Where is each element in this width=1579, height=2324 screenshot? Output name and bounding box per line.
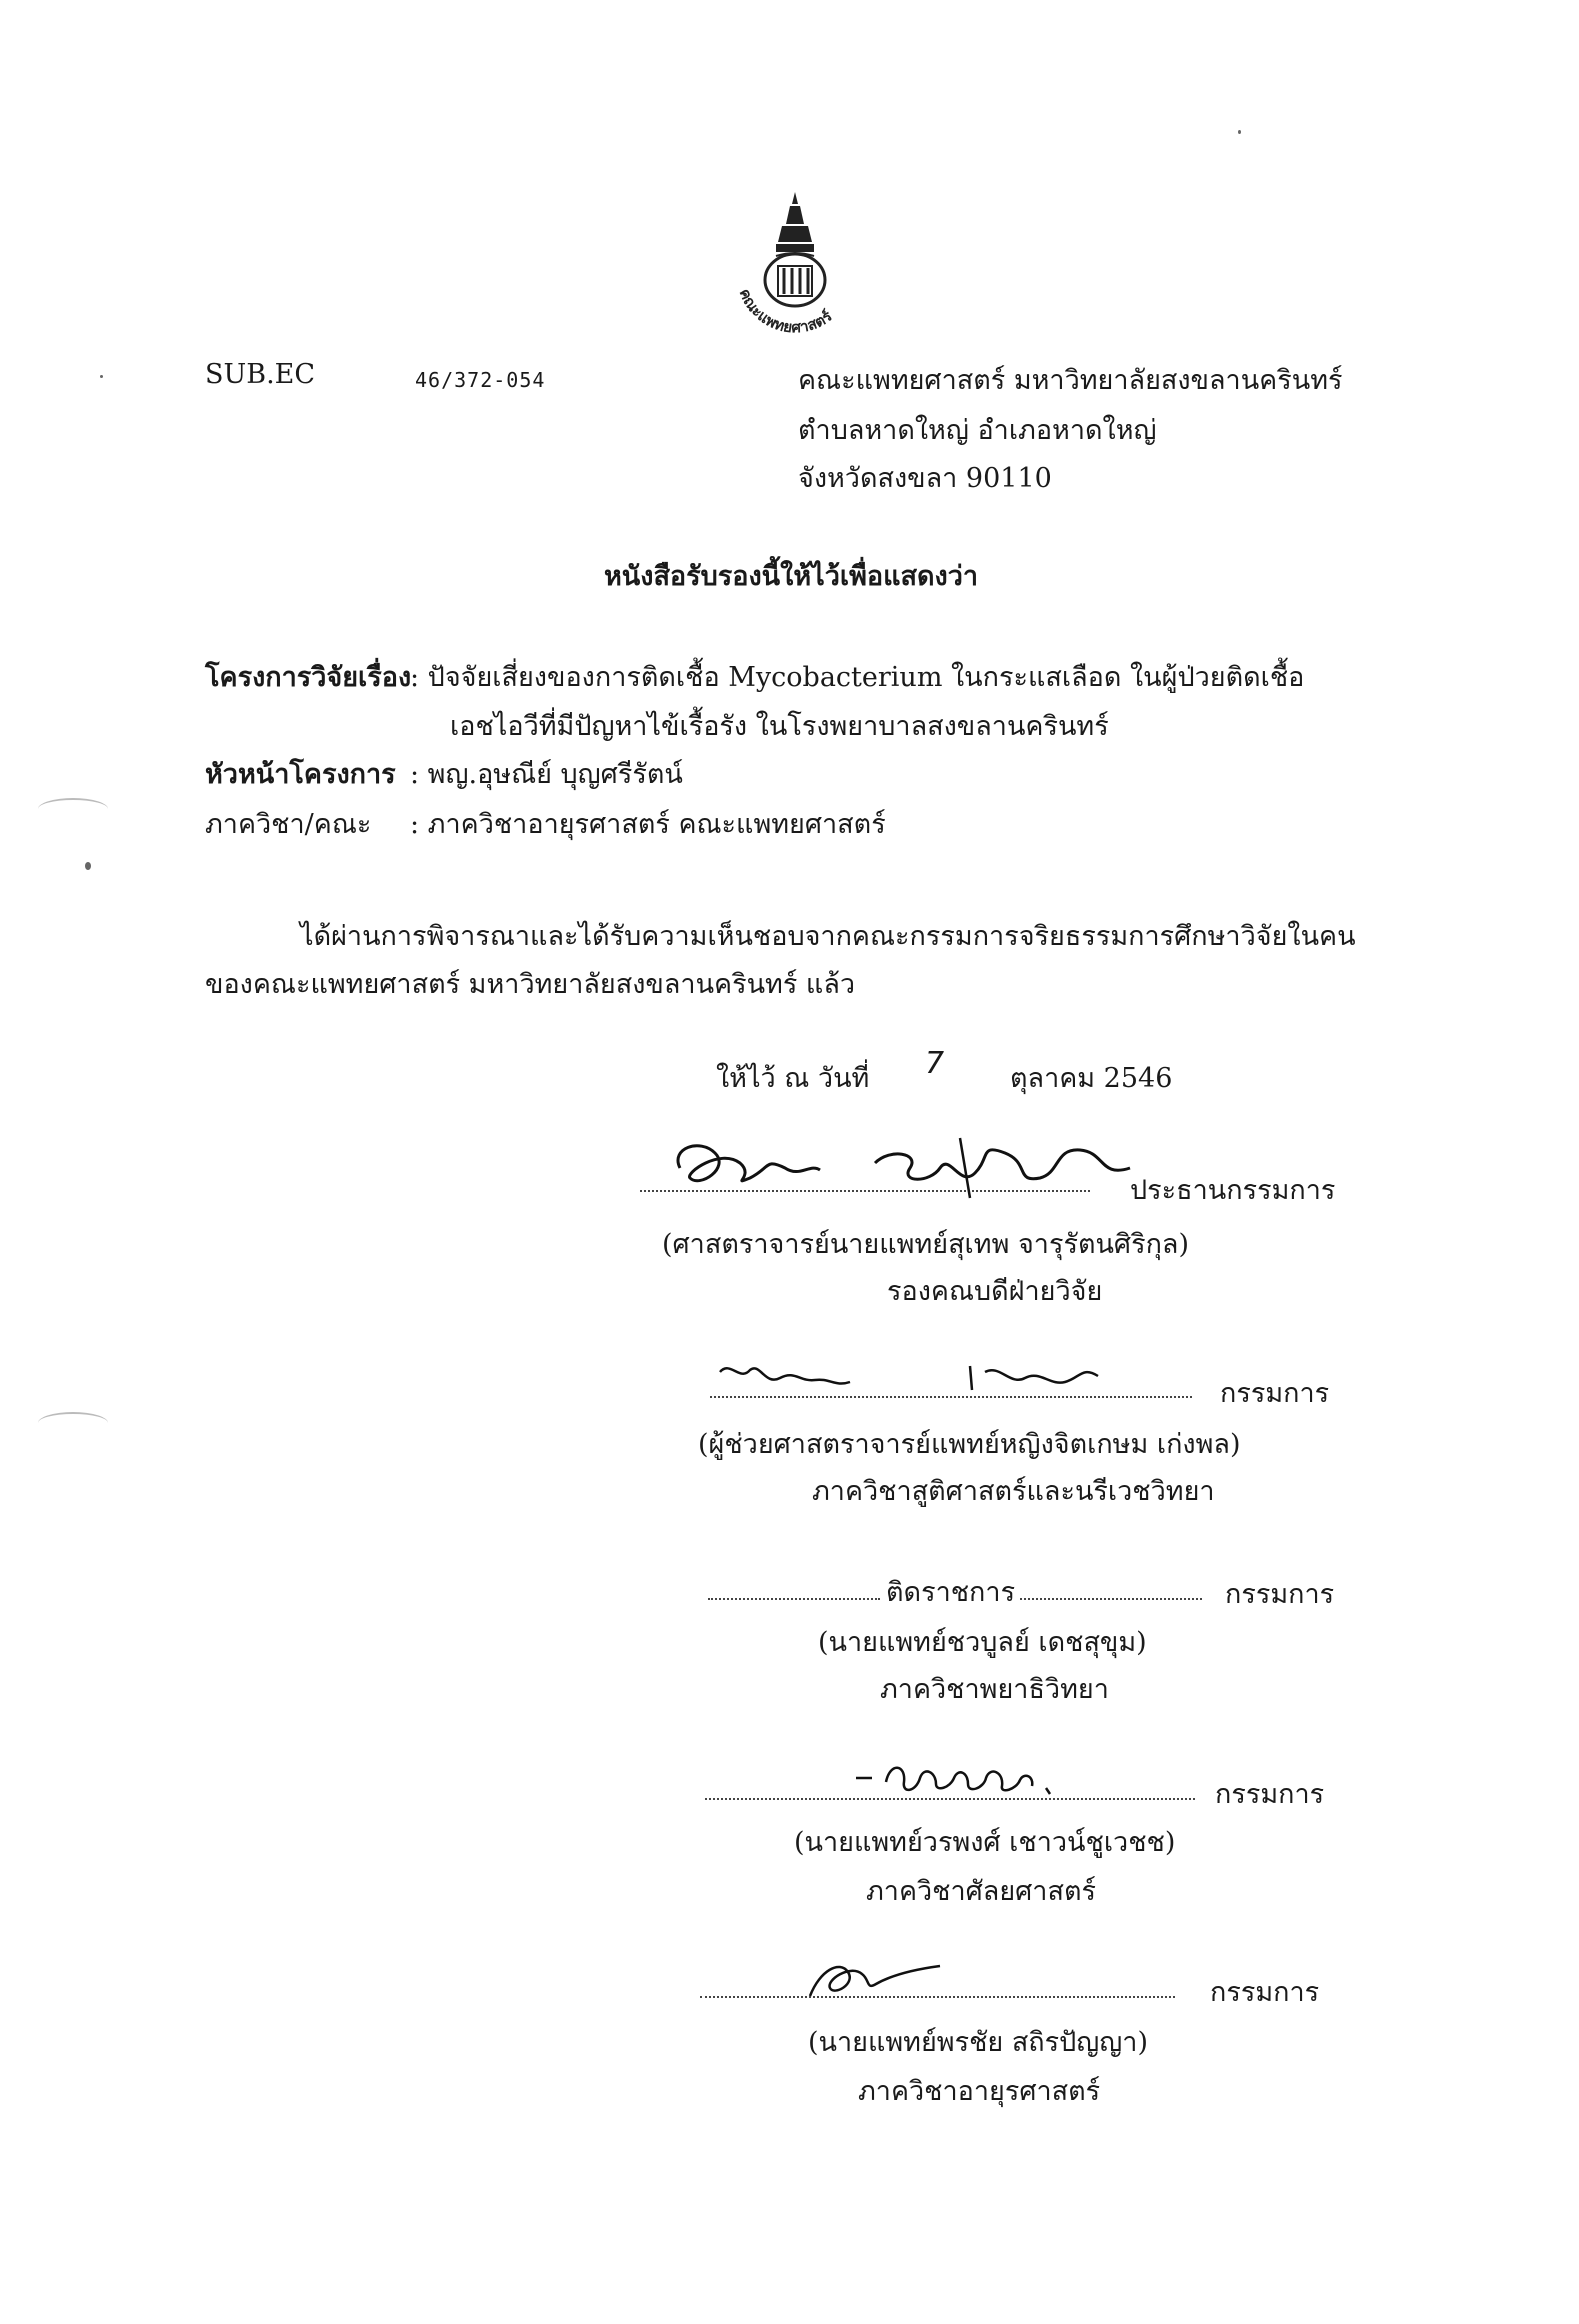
- seal-text: คณะแพทยศาสตร์: [735, 286, 836, 337]
- scan-speck: [85, 862, 91, 870]
- signatory-department: ภาควิชาศัลยศาสตร์: [866, 1876, 1096, 1907]
- project-title-line-2: เอชไอวีที่มีปัญหาไข้เรื้อรัง ในโรงพยาบาลสงขลานครินทร์: [450, 711, 1109, 742]
- signature-mark: [660, 1128, 1160, 1208]
- signatory-department: รองคณบดีฝ่ายวิจัย: [887, 1276, 1103, 1307]
- certificate-heading: หนังสือรับรองนี้ให้ไว้เพื่อแสดงว่า: [604, 561, 979, 592]
- faculty-seal-icon: [720, 190, 870, 350]
- address-line-1: คณะแพทยศาสตร์ มหาวิทยาลัยสงขลานครินทร์: [798, 365, 1343, 396]
- punch-hole-mark: [38, 798, 108, 820]
- signatory-name: (นายแพทย์วรพงศ์ เชาวน์ชูเวชช): [794, 1827, 1176, 1858]
- signatory-name: (นายแพทย์ชวบูลย์ เดชสุขุม): [818, 1627, 1147, 1658]
- signatory-department: ภาควิชาพยาธิวิทยา: [880, 1674, 1109, 1705]
- signatory-role: กรรมการ: [1215, 1779, 1325, 1810]
- project-head-value: : พญ.อุษณีย์ บุญศรีรัตน์: [410, 759, 683, 790]
- address-line-3: จังหวัดสงขลา 90110: [798, 463, 1052, 494]
- body-line-1: ได้ผ่านการพิจารณาและได้รับความเห็นชอบจากคณะกรรมการจริยธรรมการศึกษาวิจัยในคน: [300, 921, 1356, 952]
- signatory-name: (ผู้ช่วยศาสตราจารย์แพทย์หญิงจิตเกษม เก่งพล): [698, 1429, 1241, 1460]
- signature-line: [1020, 1598, 1202, 1600]
- reference-code: SUB.EC: [205, 359, 316, 390]
- signatory-department: ภาควิชาอายุรศาสตร์: [858, 2076, 1101, 2107]
- signature-mark: [850, 1752, 1070, 1802]
- scan-speck: [1238, 130, 1241, 134]
- body-line-2: ของคณะแพทยศาสตร์ มหาวิทยาลัยสงขลานครินทร์ แล้ว: [205, 969, 856, 1000]
- address-line-2: ตำบลหาดใหญ่ อำเภอหาดใหญ่: [798, 415, 1157, 446]
- signatory-role: กรรมการ: [1210, 1977, 1320, 2008]
- signatory-role: กรรมการ: [1225, 1579, 1335, 1610]
- scan-speck: [100, 375, 103, 378]
- signatory-name: (นายแพทย์พรชัย สถิรปัญญา): [808, 2027, 1148, 2058]
- signatory-absence-note: ติดราชการ: [886, 1577, 1016, 1608]
- project-title-line-1: : ปัจจัยเสี่ยงของการติดเชื้อ Mycobacterium ในกระแสเลือด ในผู้ป่วยติดเชื้อ: [410, 662, 1305, 693]
- signatory-role: ประธานกรรมการ: [1130, 1175, 1336, 1206]
- punch-hole-mark: [38, 1412, 108, 1434]
- project-dept-label: ภาควิชา/คณะ: [205, 809, 372, 840]
- project-head-label: หัวหน้าโครงการ: [205, 759, 396, 790]
- project-title-label: โครงการวิจัยเรื่อง: [205, 662, 412, 693]
- date-month-year: ตุลาคม 2546: [1010, 1063, 1173, 1094]
- date-prefix: ให้ไว้ ณ วันที่: [716, 1063, 870, 1094]
- signatory-name: (ศาสตราจารย์นายแพทย์สุเทพ จารุรัตนศิริกุล): [662, 1229, 1190, 1260]
- reference-number: 46/372-054: [415, 368, 546, 392]
- signatory-role: กรรมการ: [1220, 1378, 1330, 1409]
- signature-mark: [800, 1950, 960, 2006]
- signature-line: [708, 1598, 880, 1600]
- signatory-department: ภาควิชาสูติศาสตร์และนรีเวชวิทยา: [812, 1476, 1215, 1507]
- project-dept-value: : ภาควิชาอายุรศาสตร์ คณะแพทยศาสตร์: [410, 809, 886, 840]
- date-day: 7: [925, 1046, 945, 1081]
- signature-mark: [710, 1352, 1170, 1400]
